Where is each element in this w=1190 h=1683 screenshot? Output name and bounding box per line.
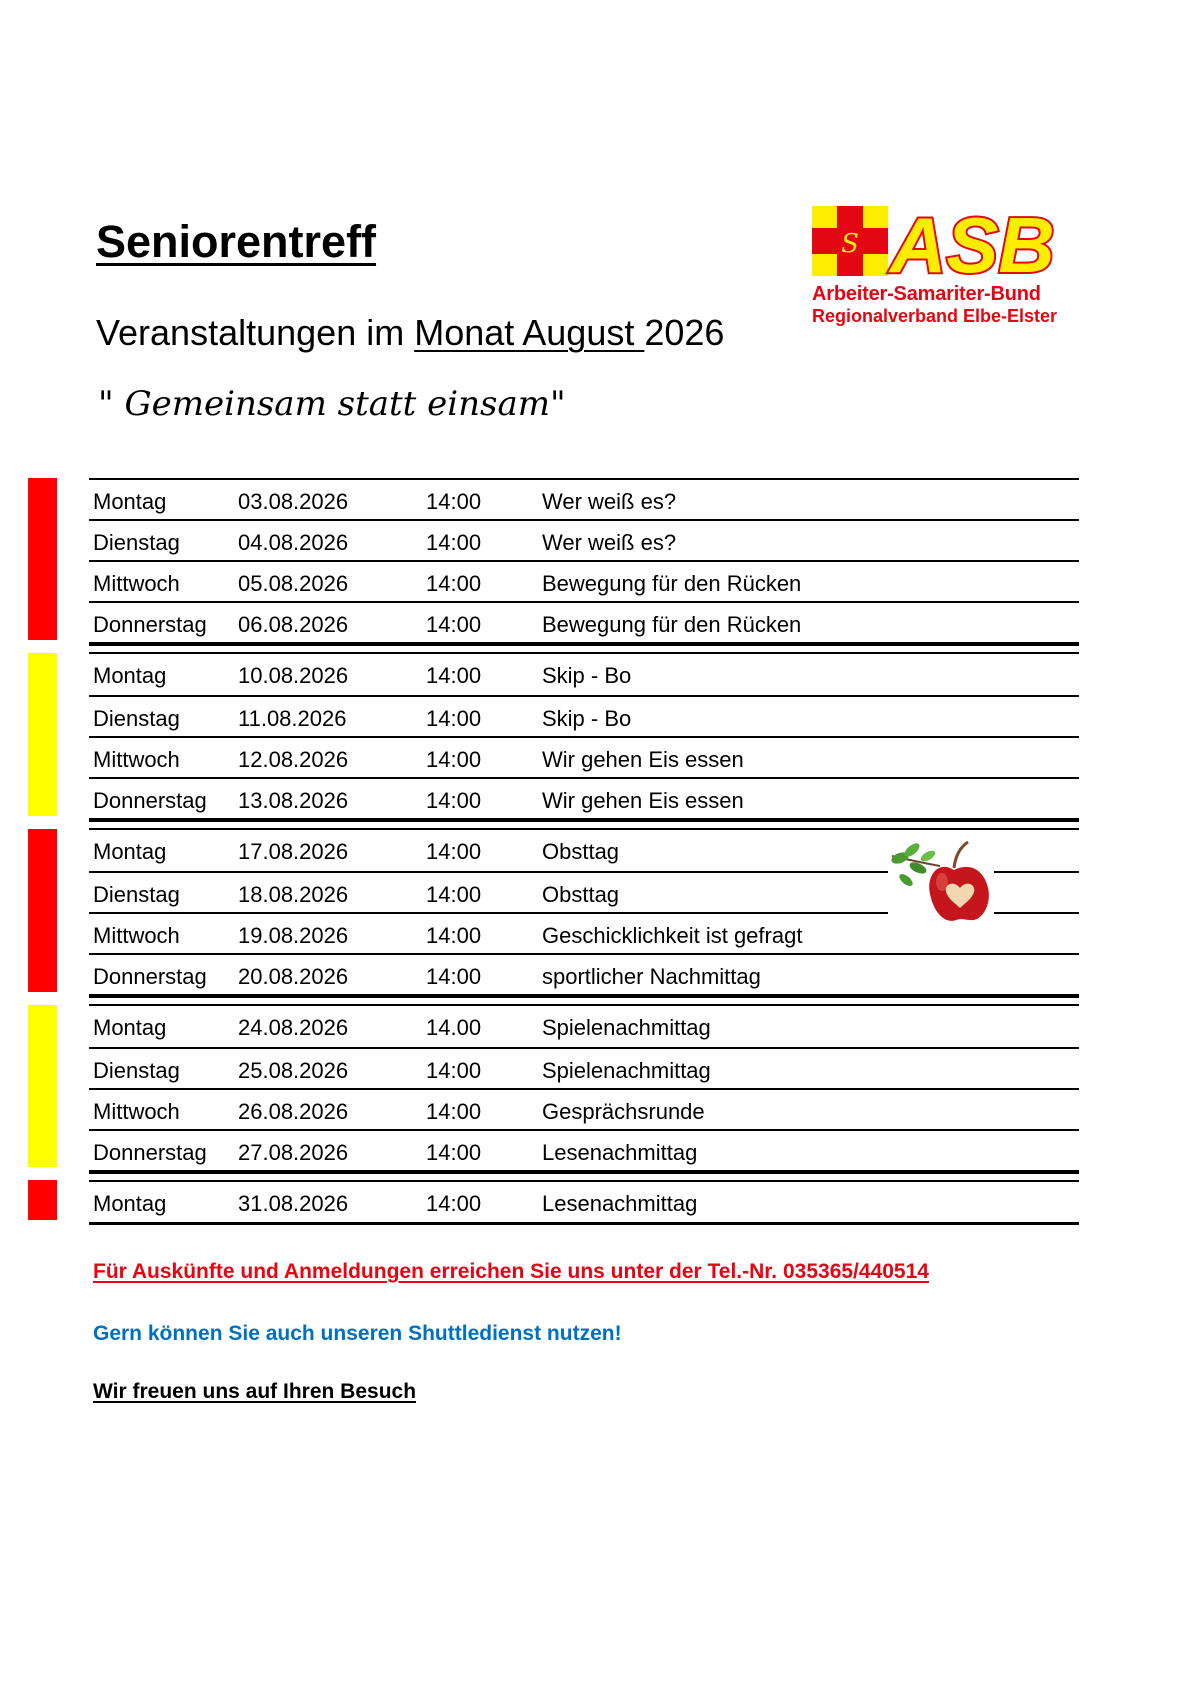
cell-activity: Geschicklichkeit ist gefragt	[542, 923, 803, 948]
cell-time: 14:00	[426, 706, 482, 731]
cell-time: 14:00	[426, 839, 482, 864]
table-row	[89, 779, 1079, 820]
cell-day: Montag	[93, 489, 167, 514]
cell-day: Mittwoch	[93, 923, 180, 948]
cell-time: 14:00	[426, 489, 482, 514]
cell-activity: Spielenachmittag	[542, 1058, 711, 1083]
subtitle-year: 2026	[644, 312, 725, 353]
cell-time: 14.00	[426, 1015, 482, 1040]
cell-date: 31.08.2026	[238, 1191, 349, 1216]
cell-time: 14:00	[426, 964, 482, 989]
logo-line1: Arbeiter-Samariter-Bund	[812, 283, 1041, 305]
subtitle-month: Monat August	[414, 312, 645, 353]
cell-time: 14:00	[426, 1058, 482, 1083]
cell-activity: sportlicher Nachmittag	[542, 964, 761, 989]
cell-day: Dienstag	[93, 1058, 180, 1083]
cell-date: 24.08.2026	[238, 1015, 349, 1040]
cell-time: 14:00	[426, 923, 482, 948]
week-bar-5	[28, 1180, 57, 1220]
cell-time: 14:00	[426, 882, 482, 907]
week-bar-3	[28, 829, 57, 992]
table-row	[89, 1006, 1079, 1047]
subtitle-prefix: Veranstaltungen im	[96, 312, 415, 353]
cell-time: 14:00	[426, 1191, 482, 1216]
cell-date: 17.08.2026	[238, 839, 349, 864]
week-bar-4	[28, 1005, 57, 1167]
table-row	[89, 1090, 1079, 1131]
closing-text: Wir freuen uns auf Ihren Besuch	[93, 1380, 417, 1403]
shuttle-info: Gern können Sie auch unseren Shuttledienst nutzen!	[93, 1322, 622, 1345]
cell-activity: Bewegung für den Rücken	[542, 612, 802, 637]
apple-heart-icon	[888, 836, 994, 926]
cell-time: 14:00	[426, 612, 482, 637]
cell-day: Mittwoch	[93, 571, 180, 596]
cell-day: Montag	[93, 1191, 167, 1216]
cell-time: 14:00	[426, 571, 482, 596]
cell-time: 14:00	[426, 530, 482, 555]
table-row	[89, 1182, 1079, 1223]
table-row	[89, 562, 1079, 603]
cell-date: 19.08.2026	[238, 923, 349, 948]
motto: " Gemeinsam statt einsam"	[98, 384, 566, 424]
cell-activity: Wir gehen Eis essen	[542, 747, 744, 772]
cell-time: 14:00	[426, 1140, 482, 1165]
cell-day: Dienstag	[93, 706, 180, 731]
cell-activity: Lesenachmittag	[542, 1140, 698, 1165]
page-title: Seniorentreff	[96, 216, 377, 267]
cell-day: Mittwoch	[93, 1099, 180, 1124]
logo-line2: Regionalverband Elbe-Elster	[812, 306, 1058, 326]
cell-time: 14:00	[426, 788, 482, 813]
cell-activity: Obsttag	[542, 882, 620, 907]
cell-date: 10.08.2026	[238, 663, 349, 688]
week-bar-1	[28, 478, 57, 640]
cell-day: Dienstag	[93, 882, 180, 907]
table-row	[89, 697, 1079, 738]
cell-activity: Bewegung für den Rücken	[542, 571, 802, 596]
cell-activity: Skip - Bo	[542, 663, 632, 688]
week-bar-2	[28, 653, 57, 816]
cell-date: 20.08.2026	[238, 964, 349, 989]
cell-activity: Lesenachmittag	[542, 1191, 698, 1216]
cell-time: 14:00	[426, 747, 482, 772]
table-row	[89, 603, 1079, 644]
cell-day: Montag	[93, 1015, 167, 1040]
cell-day: Mittwoch	[93, 747, 180, 772]
cell-date: 05.08.2026	[238, 571, 349, 596]
cell-day: Donnerstag	[93, 964, 207, 989]
table-row	[89, 654, 1079, 695]
cell-day: Montag	[93, 839, 167, 864]
cell-date: 13.08.2026	[238, 788, 349, 813]
cell-day: Donnerstag	[93, 1140, 207, 1165]
cell-activity: Wer weiß es?	[542, 530, 677, 555]
table-row	[89, 480, 1079, 521]
cell-activity: Obsttag	[542, 839, 620, 864]
cell-activity: Spielenachmittag	[542, 1015, 711, 1040]
cell-time: 14:00	[426, 1099, 482, 1124]
cell-date: 04.08.2026	[238, 530, 349, 555]
table-row	[89, 955, 1079, 996]
cell-date: 11.08.2026	[238, 706, 347, 731]
cell-date: 18.08.2026	[238, 882, 349, 907]
cell-date: 03.08.2026	[238, 489, 349, 514]
cell-day: Donnerstag	[93, 788, 207, 813]
cell-activity: Gesprächsrunde	[542, 1099, 705, 1124]
page-subtitle	[96, 312, 724, 354]
contact-info: Für Auskünfte und Anmeldungen erreichen Sie uns unter der Tel.-Nr. 035365/440514	[93, 1260, 929, 1283]
cell-day: Montag	[93, 663, 167, 688]
cell-time: 14:00	[426, 663, 482, 688]
asb-mark: ASB	[890, 204, 1055, 289]
cell-activity: Wer weiß es?	[542, 489, 677, 514]
cell-date: 27.08.2026	[238, 1140, 349, 1165]
cell-date: 12.08.2026	[238, 747, 349, 772]
svg-text:S: S	[841, 229, 859, 259]
cell-date: 25.08.2026	[238, 1058, 349, 1083]
cell-date: 06.08.2026	[238, 612, 349, 637]
cell-date: 26.08.2026	[238, 1099, 349, 1124]
table-row	[89, 738, 1079, 779]
table-row	[89, 1131, 1079, 1172]
cell-activity: Wir gehen Eis essen	[542, 788, 744, 813]
cell-day: Dienstag	[93, 530, 180, 555]
cell-day: Donnerstag	[93, 612, 207, 637]
table-row	[89, 1049, 1079, 1090]
cell-activity: Skip - Bo	[542, 706, 632, 731]
table-row	[89, 521, 1079, 562]
